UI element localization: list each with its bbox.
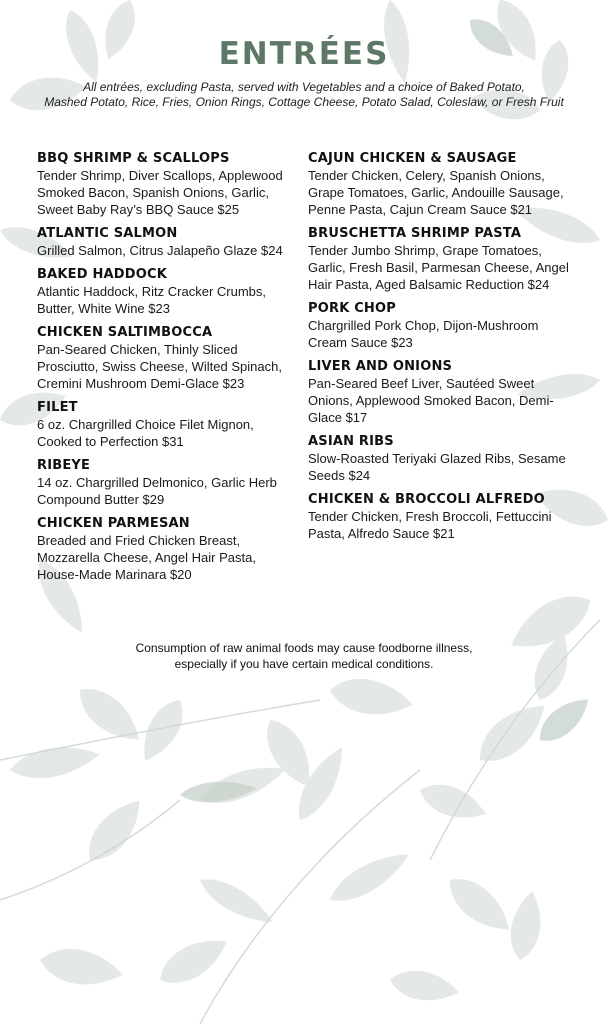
menu-item (308, 433, 576, 484)
notice-line: Consumption of raw animal foods may cause foodborne illness, (135, 641, 473, 655)
menu-item-name: PORK CHOP (308, 301, 396, 316)
menu-item-description: Breaded and Fried Chicken Breast, Mozzarella Cheese, Angel Hair Pasta, House-Made Marinara $20 (37, 533, 256, 582)
menu-item-name: RIBEYE (37, 458, 91, 473)
menu-item-name: CHICKEN PARMESAN (37, 516, 190, 531)
notice-line: especially if you have certain medical conditions. (174, 657, 434, 671)
menu-item (37, 399, 295, 450)
menu-item (308, 150, 576, 218)
menu-item-description: 14 oz. Chargrilled Delmonico, Garlic Herb Compound Butter $29 (37, 475, 277, 507)
menu-item-description: Tender Chicken, Celery, Spanish Onions, Grape Tomatoes, Garlic, Andouille Sausage, Penne Pasta, Cajun Cream Sauce $21 (308, 168, 564, 217)
menu-item-description: Pan-Seared Chicken, Thinly Sliced Prosciutto, Swiss Cheese, Wilted Spinach, Cremini Mushroom Demi-Glace $23 (37, 342, 282, 391)
menu-item-name: ATLANTIC SALMON (37, 226, 178, 241)
menu-item (37, 150, 295, 218)
menu-item (37, 266, 295, 317)
menu-item (37, 457, 295, 508)
menu-item-name: BRUSCHETTA SHRIMP PASTA (308, 226, 522, 241)
menu-item-description: Atlantic Haddock, Ritz Cracker Crumbs, Butter, White Wine $23 (37, 284, 267, 316)
menu-item-description: Tender Shrimp, Diver Scallops, Applewood Smoked Bacon, Spanish Onions, Garlic, Sweet Baby Ray’s BBQ Sauce $25 (37, 168, 283, 217)
menu-item (37, 515, 295, 583)
menu-item (308, 225, 576, 293)
menu-item-name: CAJUN CHICKEN & SAUSAGE (308, 151, 517, 166)
menu-item-name: ASIAN RIBS (308, 434, 394, 449)
page-subtitle (30, 80, 578, 110)
menu-item (308, 358, 576, 426)
menu-item-description: 6 oz. Chargrilled Choice Filet Mignon, Cooked to Perfection $31 (37, 417, 254, 449)
menu-item-name: CHICKEN SALTIMBOCCA (37, 325, 213, 340)
menu-item-description: Chargrilled Pork Chop, Dijon-Mushroom Cream Sauce $23 (308, 318, 539, 350)
page-title: ENTRÉES (218, 36, 390, 72)
menu-item (308, 491, 576, 542)
menu-column-left (37, 150, 295, 590)
menu-item-name: CHICKEN & BROCCOLI ALFREDO (308, 492, 545, 507)
menu-column-right (308, 150, 576, 549)
menu-item-description: Grilled Salmon, Citrus Jalapeño Glaze $24 (37, 243, 283, 258)
menu-item (37, 225, 295, 259)
food-safety-notice (100, 640, 508, 672)
menu-item (308, 300, 576, 351)
menu-item-name: FILET (37, 400, 78, 415)
menu-item-description: Pan-Seared Beef Liver, Sautéed Sweet Onions, Applewood Smoked Bacon, Demi-Glace $17 (308, 376, 554, 425)
menu-item-description: Tender Jumbo Shrimp, Grape Tomatoes, Garlic, Fresh Basil, Parmesan Cheese, Angel Hair Pasta, Aged Balsamic Reduction $24 (308, 243, 569, 292)
subtitle-line: All entrées, excluding Pasta, served with Vegetables and a choice of Baked Potato, (83, 80, 525, 94)
menu-item-name: BAKED HADDOCK (37, 267, 168, 282)
menu-item-name: LIVER AND ONIONS (308, 359, 453, 374)
subtitle-line: Mashed Potato, Rice, Fries, Onion Rings, Cottage Cheese, Potato Salad, Coleslaw, or Fresh Fruit (44, 95, 564, 109)
menu-item (37, 324, 295, 392)
menu-item-description: Slow-Roasted Teriyaki Glazed Ribs, Sesame Seeds $24 (308, 451, 566, 483)
menu-item-name: BBQ SHRIMP & SCALLOPS (37, 151, 230, 166)
menu-item-description: Tender Chicken, Fresh Broccoli, Fettuccini Pasta, Alfredo Sauce $21 (308, 509, 552, 541)
